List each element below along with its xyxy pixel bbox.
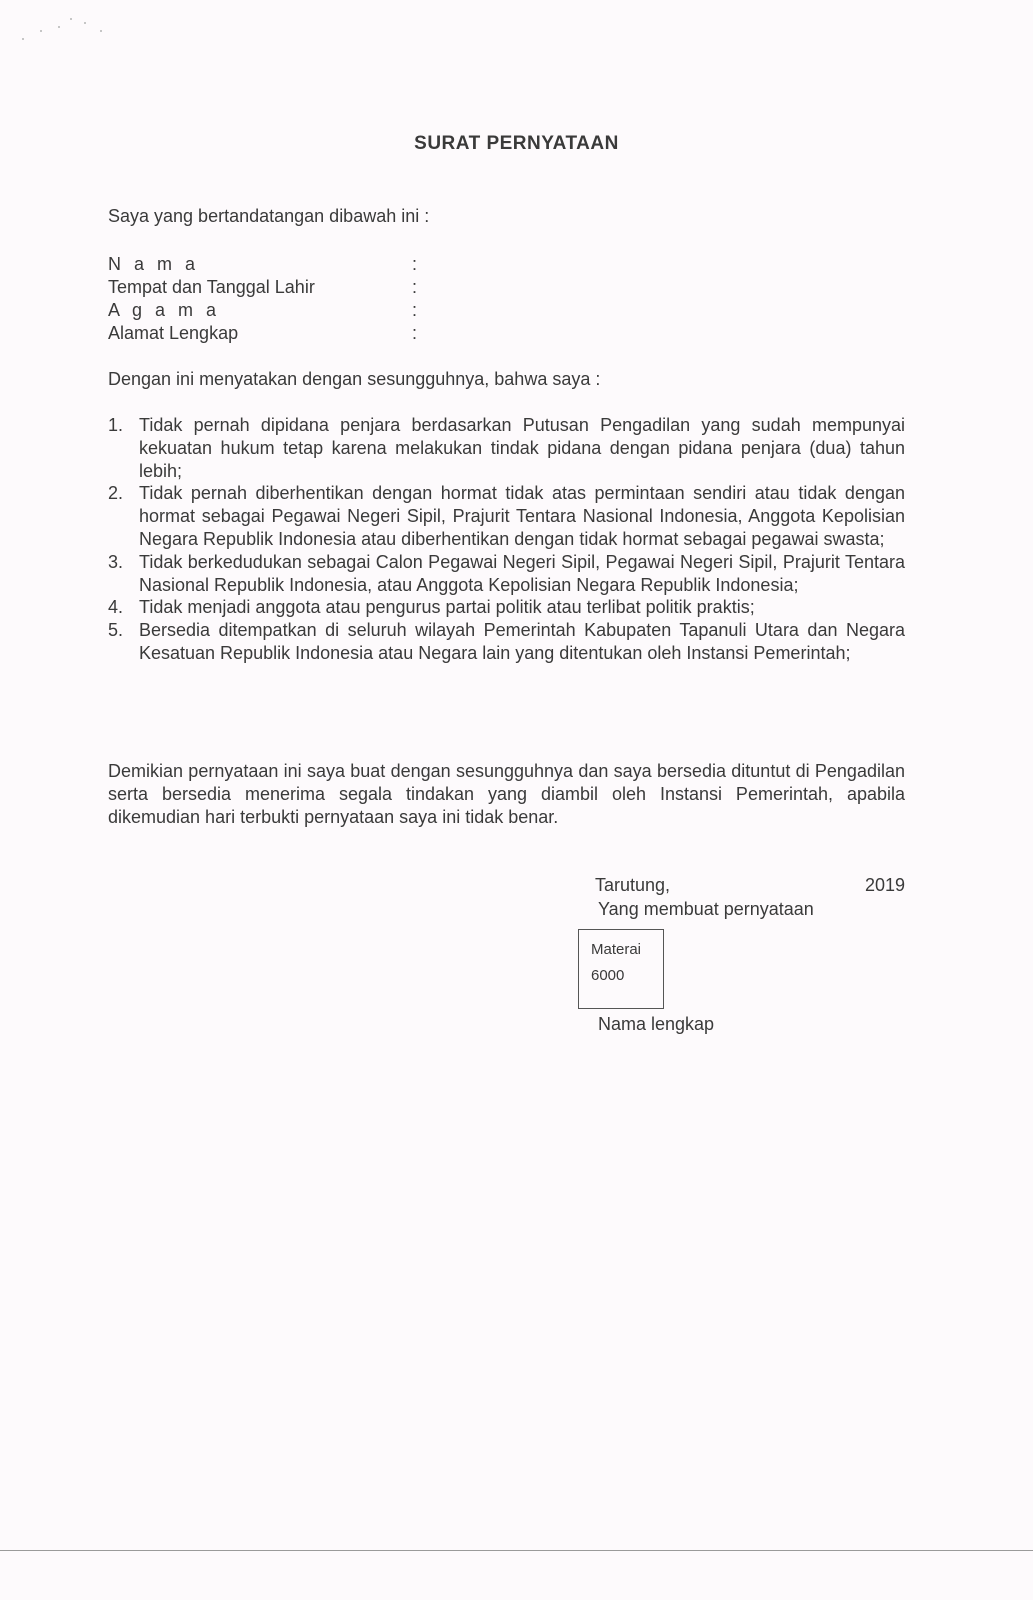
scan-speckle — [40, 30, 42, 32]
list-item-number: 3. — [108, 551, 124, 572]
field-label-address: Alamat Lengkap — [108, 323, 239, 343]
signature-maker-label: Yang membuat pernyataan — [598, 899, 814, 919]
field-label-religion: A g a m a — [108, 300, 221, 320]
scan-speckle — [22, 38, 24, 40]
field-label-birth: Tempat dan Tanggal Lahir — [108, 277, 315, 297]
statement-points — [108, 414, 905, 665]
scan-speckle — [84, 22, 86, 24]
signature-place: Tarutung, — [595, 875, 671, 895]
list-item-number: 4. — [108, 597, 124, 618]
field-colon: : — [412, 323, 418, 343]
field-colon: : — [412, 300, 418, 320]
list-item — [108, 482, 905, 550]
signature-year: 2019 — [864, 875, 905, 895]
stamp-duty-box — [578, 929, 664, 1009]
list-item-text: Tidak menjadi anggota atau pengurus partai politik atau terlibat politik praktis; — [139, 597, 755, 618]
signature-name: Nama lengkap — [598, 1014, 715, 1034]
list-item — [108, 551, 905, 597]
list-item-number: 2. — [108, 483, 124, 504]
scan-speckle — [58, 26, 60, 28]
signature-place-date — [595, 875, 905, 896]
field-row-address — [108, 322, 438, 345]
field-row-religion — [108, 299, 438, 322]
identity-fields — [108, 253, 438, 345]
field-label-name: N a m a — [108, 254, 200, 274]
field-colon: : — [412, 277, 418, 297]
list-item-text: Tidak berkedudukan sebagai Calon Pegawai Negeri Sipil, Pegawai Negeri Sipil, Prajurit Tentara Nasional Republik Indonesia, atau Anggota Kepolisian Negara Republik Indonesia; — [139, 551, 905, 595]
stamp-value: 6000 — [591, 967, 625, 984]
scan-speckle — [100, 30, 102, 32]
list-item-number: 1. — [108, 415, 124, 435]
field-colon: : — [412, 254, 418, 274]
list-item-text: Tidak pernah dipidana penjara berdasarkan Putusan Pengadilan yang sudah mempunyai kekuatan hukum tetap karena melakukan tindak pidana dengan pidana penjara (dua) tahun lebih; — [139, 415, 905, 481]
list-item-text: Bersedia ditempatkan di seluruh wilayah Pemerintah Kabupaten Tapanuli Utara dan Negara Kesatuan Republik Indonesia atau Negara lain yang ditentukan oleh Instansi Pemerintah; — [139, 620, 905, 663]
scan-speckle — [70, 18, 72, 20]
statement-text: Dengan ini menyatakan dengan sesungguhnya, bahwa saya : — [108, 369, 601, 389]
list-item-number: 5. — [108, 620, 124, 641]
list-item-text: Tidak pernah diberhentikan dengan hormat tidak atas permintaan sendiri atau tidak dengan hormat sebagai Pegawai Negeri Sipil, Prajurit Tentara Nasional Indonesia, Anggota Kepolisian Negara Republik Indonesia atau diberhentikan dengan tidak hormat sebagai pegawai swasta; — [139, 483, 905, 549]
list-item — [108, 414, 905, 482]
field-row-name — [108, 253, 438, 276]
closing-paragraph: Demikian pernyataan ini saya buat dengan sesungguhnya dan saya bersedia dituntut di Pengadilan serta bersedia menerima segala tindakan yang diambil oleh Instansi Pemerintah, apabila dikemudian hari terbukti pernyataan saya ini tidak benar. — [108, 761, 905, 827]
document-title: SURAT PERNYATAAN — [414, 133, 619, 154]
stamp-label: Materai — [591, 941, 642, 958]
page-bottom-divider — [0, 1550, 1033, 1551]
list-item — [108, 596, 905, 619]
field-row-birth — [108, 276, 438, 299]
intro-text: Saya yang bertandatangan dibawah ini : — [108, 206, 430, 226]
list-item — [108, 619, 905, 665]
